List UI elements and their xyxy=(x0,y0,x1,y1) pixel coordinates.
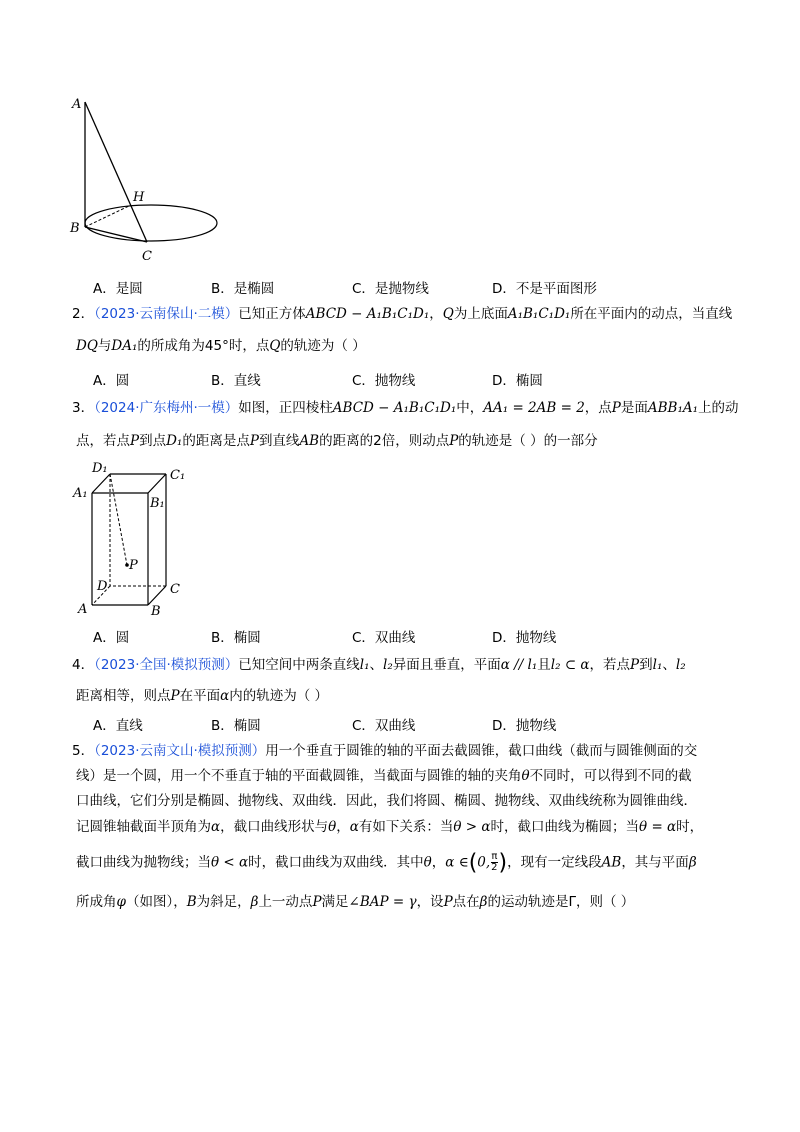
q1-option-a: A．是圆 xyxy=(93,281,143,297)
q2-option-d: D．椭圆 xyxy=(492,373,543,389)
q2-option-a: A．圆 xyxy=(93,373,130,389)
label-B: B xyxy=(70,221,80,236)
label-B1: B₁ xyxy=(150,496,165,511)
q5-line5: 截口曲线为抛物线；当θ < α时，截口曲线为双曲线．其中θ，α ∈(0, $\frac{\pi}{2}$ )，现有一定线段AB，其与平面β xyxy=(76,850,697,876)
label-A: A xyxy=(72,97,82,112)
q4-option-b: B．椭圆 xyxy=(211,718,261,734)
q4-line2: 距离相等，则点P在平面α内的轨迹为（ ） xyxy=(76,688,329,704)
q2-option-c: C．抛物线 xyxy=(352,373,416,389)
label-B: B xyxy=(151,604,161,619)
segment-AC xyxy=(85,102,147,242)
q2-option-b: B．直线 xyxy=(211,373,261,389)
label-C: C xyxy=(170,582,180,597)
q3-option-b: B．椭圆 xyxy=(211,630,261,646)
label-D1: D₁ xyxy=(92,461,108,476)
q4-option-a: A．直线 xyxy=(93,718,143,734)
q4-option-c: C．双曲线 xyxy=(352,718,416,734)
q3-option-c: C．双曲线 xyxy=(352,630,416,646)
label-A: A xyxy=(78,602,88,617)
segment-BH xyxy=(85,205,131,227)
label-A1: A₁ xyxy=(73,486,88,501)
q1-option-b: B．是椭圆 xyxy=(211,281,275,297)
segment-BC xyxy=(85,227,147,242)
label-H: H xyxy=(133,190,145,205)
q2-line2: DQ与DA₁的所成角为45°时，点Q的轨迹为（ ） xyxy=(76,338,366,354)
q5-line6: 所成角φ（如图），B为斜足，β上一动点P满足∠BAP = γ，设P点在β的运动轨迹是Γ，则（ ） xyxy=(76,894,635,910)
q5-line4: 记圆锥轴截面半顶角为α，截口曲线形状与θ，α有如下关系：当θ > α时，截口曲线为椭圆；当θ = α时， xyxy=(76,819,704,835)
q1-option-d: D．不是平面图形 xyxy=(492,281,597,297)
figure-cone xyxy=(60,90,230,270)
edge-BC xyxy=(148,586,166,605)
label-C1: C₁ xyxy=(170,468,186,483)
q3-line2: 点，若点P到点D₁的距离是点P到直线AB的距离的2倍，则动点P的轨迹是（ ）的一部分 xyxy=(76,433,598,449)
edge-B1C1 xyxy=(148,474,166,493)
q3-option-a: A．圆 xyxy=(93,630,130,646)
figure-prism xyxy=(70,455,200,625)
q2-line1: 2．（2023·云南保山·二模）已知正方体ABCD − A₁B₁C₁D₁，Q为上底面A₁B₁C₁D₁所在平面内的动点，当直线 xyxy=(72,306,733,322)
q3-line1: 3．（2024·广东梅州·一模）如图，正四棱柱ABCD − A₁B₁C₁D₁中，AA₁ = 2AB = 2，点P是面ABB₁A₁上的动 xyxy=(72,400,739,416)
q3-option-d: D．抛物线 xyxy=(492,630,557,646)
q4-option-d: D．抛物线 xyxy=(492,718,557,734)
q1-option-c: C．是抛物线 xyxy=(352,281,429,297)
q5-line3: 口曲线，它们分别是椭圆、抛物线、双曲线．因此，我们将圆、椭圆、抛物线、双曲线统称为圆锥曲线． xyxy=(76,793,697,809)
q5-line2: 线）是一个圆，用一个不垂直于轴的平面截圆锥，当截面与圆锥的轴的夹角θ不同时，可以得到不同的截 xyxy=(76,768,692,784)
label-D: D xyxy=(97,579,108,594)
label-C: C xyxy=(142,249,152,264)
label-P: P xyxy=(129,558,138,573)
q4-line1: 4．（2023·全国·模拟预测）已知空间中两条直线l₁、l₂异面且垂直，平面α // l₁且l₂ ⊂ α，若点P到l₁、l₂ xyxy=(72,657,686,673)
segment-D1P xyxy=(110,474,127,565)
edge-D1A1 xyxy=(92,474,110,493)
q5-line1: 5．（2023·云南文山·模拟预测）用一个垂直于圆锥的轴的平面去截圆锥，截口曲线（截而与圆锥侧面的交 xyxy=(72,743,698,759)
base-ellipse xyxy=(85,205,217,241)
